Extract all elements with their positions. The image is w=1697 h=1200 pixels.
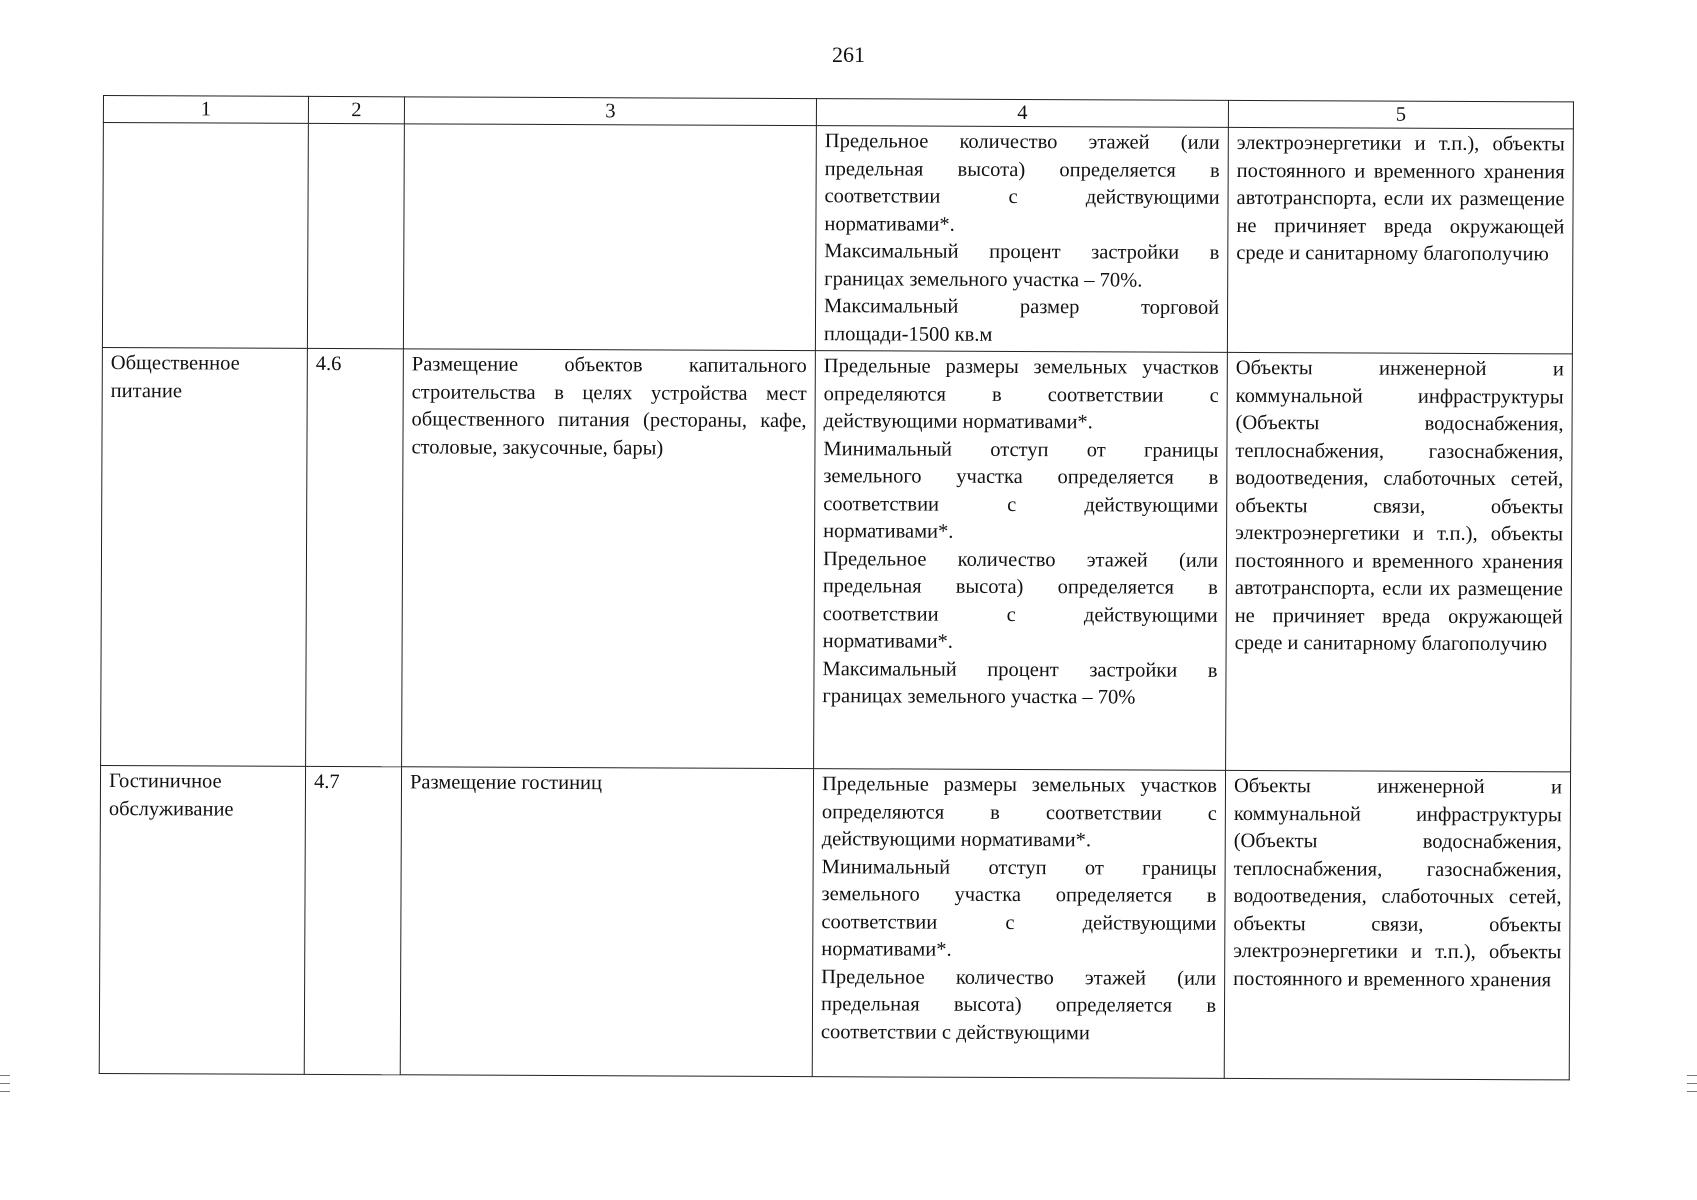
auxiliary-uses-cell: Объекты инженерной и коммунальной инфраструктуры (Объекты водоснабжения, теплоснабжения, газоснабжения, водоотведения, слаботочных сетей, объекты связи, объекты электроэнергетики и т.п.), объекты постоянного и временного хранения автотранспорта, если их размещение не причиняет вреда окружающей среде и санитарному благополучию (1226, 352, 1573, 772)
use-type-name: Общественное питание (101, 347, 308, 766)
use-type-description: Размещение объектов капитального строительства в целях устройства мест общественного питания (рестораны, кафе, столовые, закусочные, бары) (402, 349, 816, 769)
parameters-cell (815, 126, 1228, 353)
parameter-item: Минимальный отступ от границы земельного участка определяется в соответствии с действующими нормативами*. (821, 855, 1217, 961)
parameter-item: Максимальный процент застройки в границах земельного участка – 70% (822, 657, 1218, 709)
use-type-code: 4.6 (306, 348, 404, 766)
scan-margin-mark (1687, 1075, 1697, 1076)
header-cell-1: 1 (103, 96, 308, 124)
header-cell-4: 4 (816, 99, 1228, 128)
page-number: 261 (832, 42, 865, 67)
parameter-item: Предельное количество этажей (или предельная высота) определяется в соответствии с действующими нормативами*. (822, 547, 1219, 653)
parameter-item: Предельное количество этажей (или предельная высота) определяется в соответствии с действующими нормативами*. (824, 130, 1220, 236)
parameters-cell (812, 769, 1225, 1079)
scan-margin-mark (0, 1083, 10, 1084)
header-cell-2: 2 (308, 96, 404, 123)
scan-margin-mark (0, 1075, 10, 1076)
use-type-description (403, 124, 816, 351)
header-cell-5: 5 (1228, 100, 1573, 129)
scan-margin-mark (1687, 1091, 1697, 1092)
use-type-code (307, 123, 404, 348)
table-row (101, 347, 1573, 771)
auxiliary-uses-cell: Объекты инженерной и коммунальной инфраструктуры (Объекты водоснабжения, теплоснабжения, газоснабжения, водоотведения, слаботочных сетей, объекты связи, объекты электроэнергетики и т.п.), объекты постоянного и временного хранения (1224, 770, 1570, 1080)
scan-margin-mark (0, 1091, 10, 1092)
parameter-item: Предельное количество этажей (или предельная высота) определяется в соответствии с действующими (820, 965, 1217, 1044)
use-type-description: Размещение гостиниц (400, 767, 813, 1077)
parameter-item: Максимальный процент застройки в границах земельного участка – 70%. (824, 240, 1220, 292)
parameter-item: Максимальный размер торговой площади-1500 кв.м (823, 295, 1220, 346)
scan-margin-mark (1687, 1083, 1697, 1084)
parameters-cell (814, 351, 1228, 771)
use-type-name: Гостиничное обслуживание (99, 765, 305, 1074)
use-type-name (102, 123, 308, 349)
parameter-item: Предельные размеры земельных участков определяются в соответствии с действующими нормативами*. (821, 773, 1218, 852)
table-row (99, 765, 1570, 1079)
auxiliary-uses-cell: электроэнергетики и т.п.), объекты постоянного и временного хранения автотранспорта, если их размещение не причиняет вреда окружающей среде и санитарному благополучию (1227, 127, 1573, 354)
use-type-code: 4.7 (304, 766, 401, 1074)
header-cell-3: 3 (404, 97, 816, 126)
parameter-item: Предельные размеры земельных участков определяются в соответствии с действующими нормативами*. (823, 355, 1219, 434)
parameter-item: Минимальный отступ от границы земельного участка определяется в соответствии с действующими нормативами*. (823, 437, 1219, 543)
table-row (102, 123, 1573, 354)
zoning-table (99, 95, 1574, 1080)
